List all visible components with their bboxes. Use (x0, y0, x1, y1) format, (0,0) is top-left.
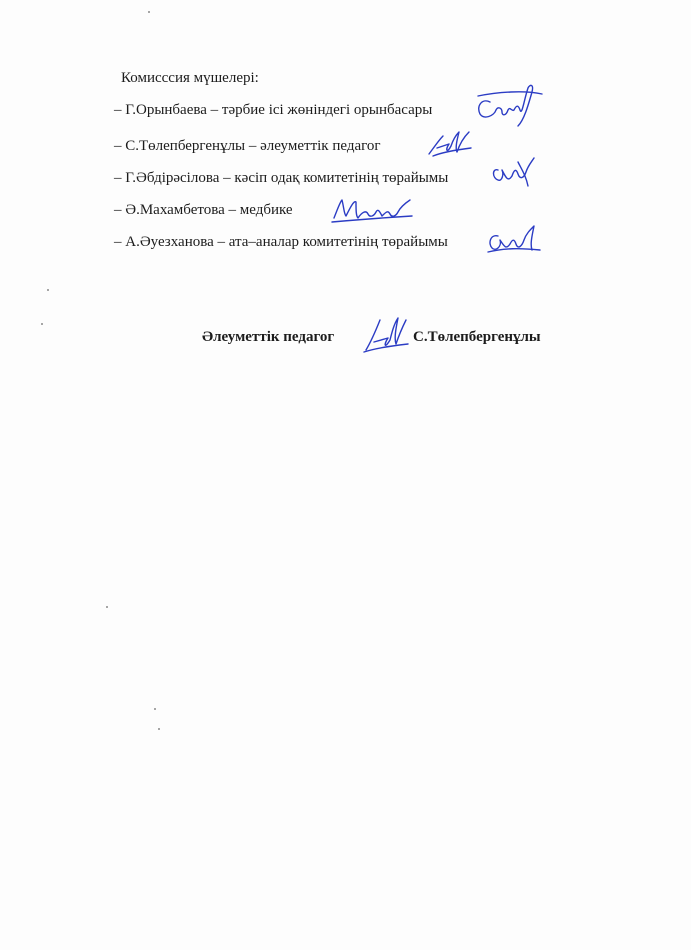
scan-speck (106, 606, 108, 608)
footer-signatory-name: С.Төлепбергенұлы (413, 329, 541, 345)
signature-footer (360, 312, 410, 356)
scan-speck (148, 11, 150, 13)
member-line-orynbaeva: – Г.Орынбаева – тәрбие ісі жөніндегі орынбасары (114, 102, 433, 118)
scan-speck (158, 728, 160, 730)
scan-speck (47, 289, 49, 291)
member-line-tolepbergenuly: – С.Төлепбергенұлы – әлеуметтік педагог (114, 138, 381, 154)
footer-role-title: Әлеуметтік педагог (202, 329, 335, 345)
signature-auezkhanova (484, 222, 544, 258)
member-line-abdirasilova: – Г.Әбдірәсілова – кәсіп одақ комитетінің төрайымы (114, 170, 449, 186)
member-line-makhambetova: – Ә.Махамбетова – медбике (114, 202, 293, 218)
scan-speck (41, 323, 43, 325)
signature-tolepbergenuly (425, 126, 475, 160)
signature-abdirasilova (488, 152, 540, 192)
commission-heading: Комисссия мүшелері: (121, 70, 259, 86)
scan-speck (154, 708, 156, 710)
member-line-auezkhanova: – А.Әуезханова – ата–аналар комитетінің төрайымы (114, 234, 448, 250)
signature-makhambetova (330, 194, 414, 228)
signature-orynbaeva (468, 80, 548, 130)
